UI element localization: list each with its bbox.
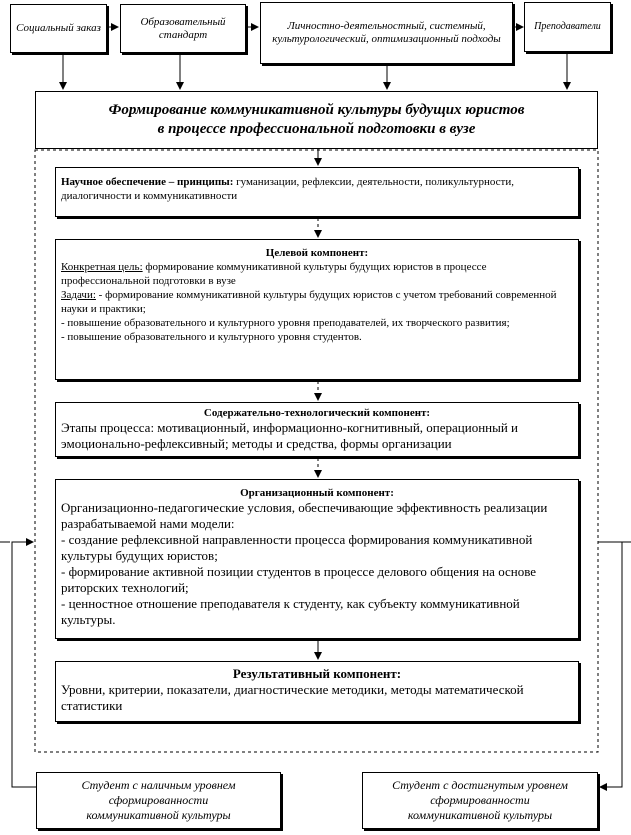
result-heading: Результативный компонент: [232,666,402,681]
scientific-text: гуманизации, рефлексии, деятельности, поликультурности, диалогичности и коммуникативности [61,176,514,202]
tasks-text: - формирование коммуникативной культуры будущих юристов с учетом требований современной науки и практики; [61,289,557,315]
organizational-line-2: - создание рефлексивной направленности процесса формирования коммуникативной культуры будущих юристов; [61,532,533,563]
student-initial-line-2: сформированности [108,793,209,807]
target-heading: Целевой компонент: [265,247,369,259]
student-achieved-line-1: Студент с достигнутым уровнем [392,778,568,792]
student-achieved-line-3: коммуникативной культуры [407,808,553,822]
result-text: Уровни, критерии, показатели, диагностические методики, методы математической статистики [61,682,524,713]
right-output-line [598,542,622,787]
left-input-line [12,542,36,787]
target-goal [61,260,573,288]
organizational-line-4: - ценностное отношение преподавателя к студенту, как субъекту коммуникативной культуры. [61,596,520,627]
organizational-heading: Организационный компонент: [240,487,394,499]
student-initial-line-1: Студент с наличным уровнем [81,778,236,792]
result-component-box [55,661,579,722]
main-title-box [35,91,598,149]
scientific-heading: Научное обеспечение – принципы: [61,176,234,188]
teachers-box [524,2,611,52]
target-tasks [61,288,573,316]
student-achieved-line-2: сформированности [430,793,530,807]
approaches-label: Личностно-деятельностный, системный, культурологический, оптимизационный подходы [272,20,501,45]
social-order-label: Социальный заказ [16,22,101,34]
target-item-3: - повышение образовательного и культурного уровня студентов. [61,331,362,343]
student-initial-line-3: коммуникативной культуры [86,808,231,822]
content-component-box [55,402,579,457]
organizational-component-box [55,479,579,639]
main-title-line-1: Формирование коммуникативной культуры будущих юристов [108,102,525,118]
student-achieved-level-box [362,772,598,829]
tasks-label: Задачи: [61,289,96,301]
scientific-provision-box [55,167,579,217]
main-title-line-2: в процессе профессиональной подготовки в вузе [157,121,476,137]
educational-standard-label: Образовательный стандарт [140,15,226,41]
student-initial-level-box [36,772,281,829]
goal-text: формирование коммуникативной культуры будущих юристов в процессе профессиональной подготовки в вузе [61,261,487,287]
content-heading: Содержательно-технологический компонент: [203,407,431,419]
organizational-line-1: Организационно-педагогические условия, обеспечивающие эффективность реализации разрабатываемой нами модели: [61,500,548,531]
teachers-label: Преподаватели [534,21,601,32]
target-component-box [55,239,579,380]
content-text: Этапы процесса: мотивационный, информационно-когнитивный, операционный и эмоционально-рефлексивный; методы и средства, формы организации [61,420,519,451]
target-item-2: - повышение образовательного и культурного уровня преподавателей, их творческого развития; [61,317,510,329]
goal-label: Конкретная цель: [61,261,143,273]
organizational-line-3: - формирование активной позиции студентов в процессе делового общения на основе риторских технологий; [61,564,537,595]
educational-standard-box [120,4,246,53]
approaches-box [260,2,513,64]
social-order-box [10,4,107,53]
